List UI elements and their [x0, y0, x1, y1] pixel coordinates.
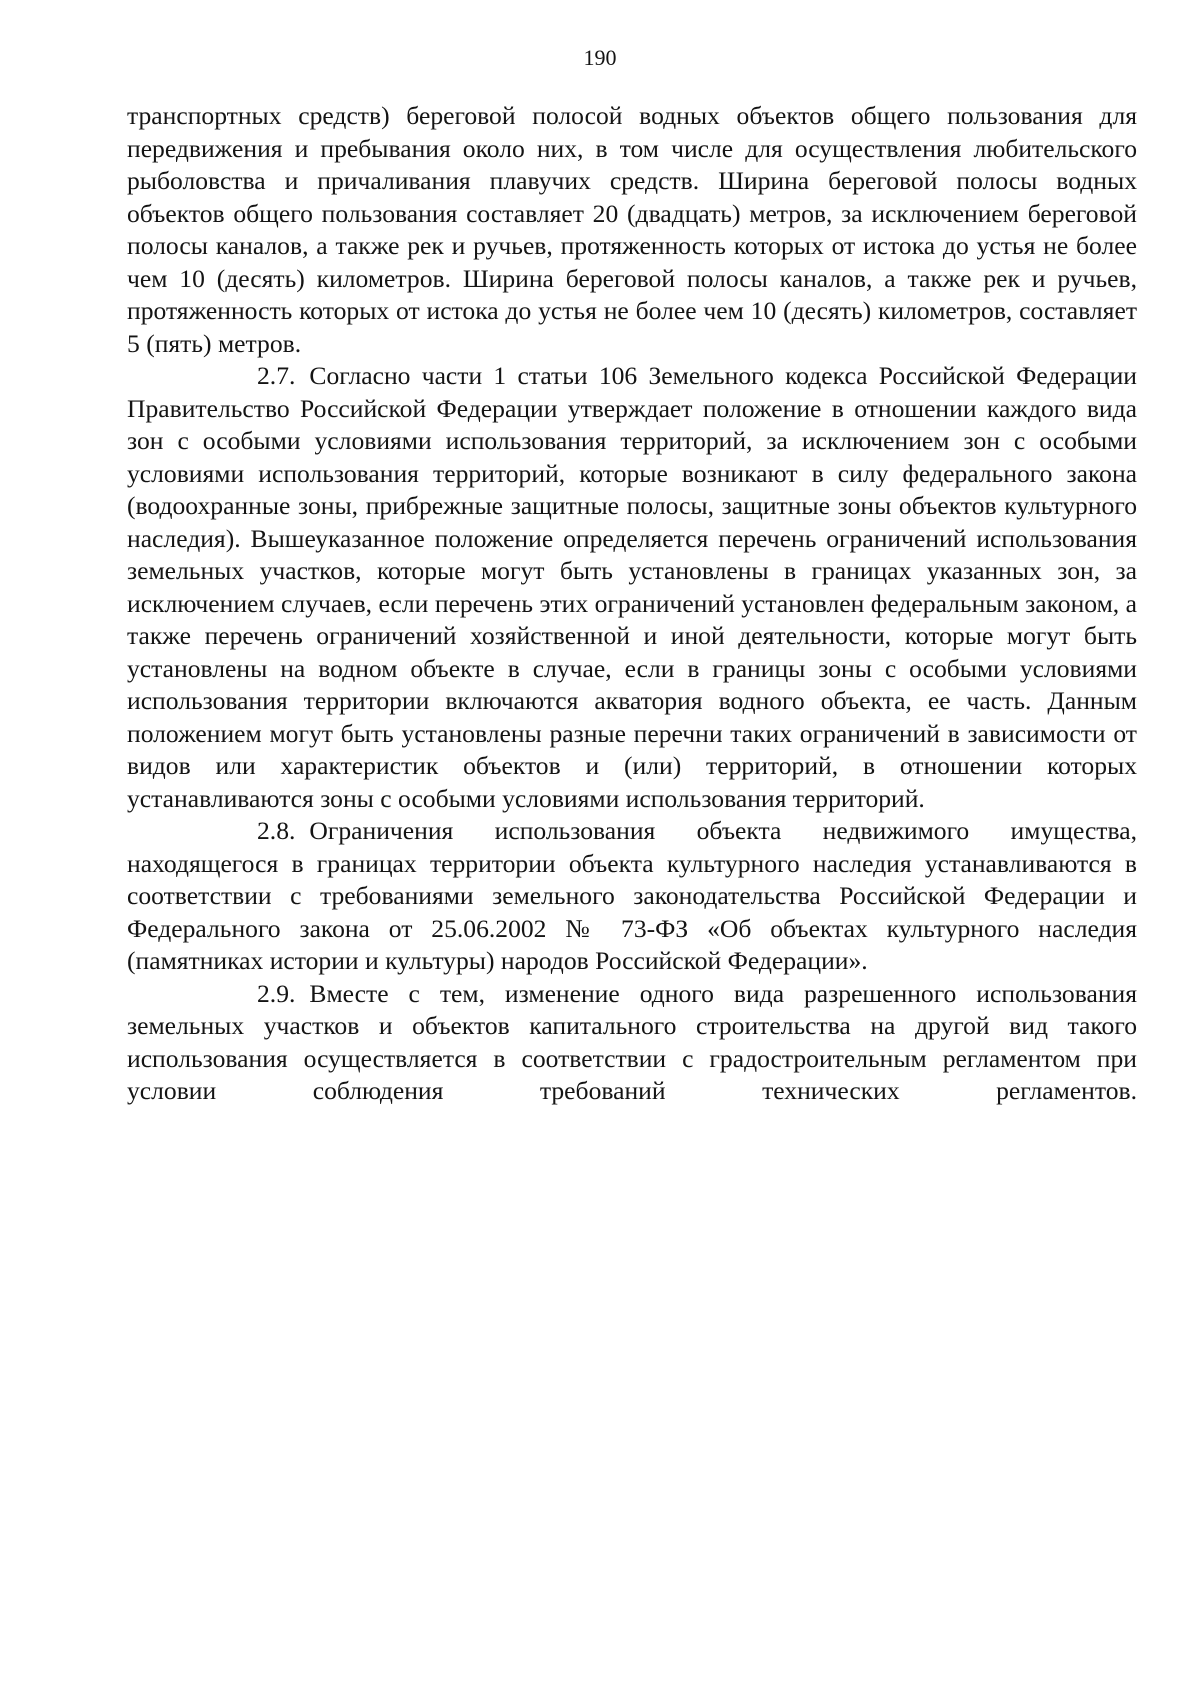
paragraph-continuation	[127, 100, 1137, 360]
paragraph-2-8	[127, 815, 1137, 978]
paragraph-text: Вместе с тем, изменение одного вида разрешенного использования земельных участков и объектов капитального строительства на другой вид такого использования осуществляется в соответствии с градостроительным регламентом при условии соблюдения требований технических регламентов.	[127, 978, 1137, 1105]
paragraph-2-9	[127, 978, 1137, 1108]
paragraph-2-7	[127, 360, 1137, 815]
paragraph-text: транспортных средств) береговой полосой водных объектов общего пользования для передвижения и пребывания около них, в том числе для осуществления любительского рыболовства и причаливания плавучих средств. Ширина береговой полосы водных объектов общего пользования составляет 20 (двадцать) метров, за исключением береговой полосы каналов, а также рек и ручьев, протяженность которых от истока до устья не более чем 10 (десять) километров. Ширина береговой полосы каналов, а также рек и ручьев, протяженность которых от истока до устья не более чем 10 (десять) километров, составляет 5 (пять) метров.	[127, 101, 1137, 358]
document-body	[127, 100, 1137, 1108]
paragraph-number: 2.7.	[257, 361, 296, 390]
paragraph-number: 2.9.	[257, 978, 296, 1008]
paragraph-text: Ограничения использования объекта недвижимого имущества, находящегося в границах территории объекта культурного наследия устанавливаются в соответствии с требованиями земельного законодательства Российской Федерации и Федерального закона от 25.06.2002 № 73-ФЗ «Об объектах культурного наследия (памятниках истории и культуры) народов Российской Федерации».	[127, 816, 1137, 975]
page-number: 190	[583, 45, 617, 70]
paragraph-text: Согласно части 1 статьи 106 Земельного кодекса Российской Федерации Правительство Российской Федерации утверждает положение в отношении каждого вида зон с особыми условиями использования территорий, за исключением зон с особыми условиями использования территорий, которые возникают в силу федерального закона (водоохранные зоны, прибрежные защитные полосы, защитные зоны объектов культурного наследия). Вышеуказанное положение определяется перечень ограничений использования земельных участков, которые могут быть установлены в границах указанных зон, за исключением случаев, если перечень этих ограничений установлен федеральным законом, а также перечень ограничений хозяйственной и иной деятельности, которые могут быть установлены на водном объекте в случае, если в границы зоны с особыми условиями использования территории включаются акватория водного объекта, ее часть. Данным положением могут быть установлены разные перечни таких ограничений в зависимости от видов или характеристик объектов и (или) территорий, в отношении которых устанавливаются зоны с особыми условиями использования территорий.	[127, 361, 1137, 813]
paragraph-number: 2.8.	[257, 816, 296, 845]
